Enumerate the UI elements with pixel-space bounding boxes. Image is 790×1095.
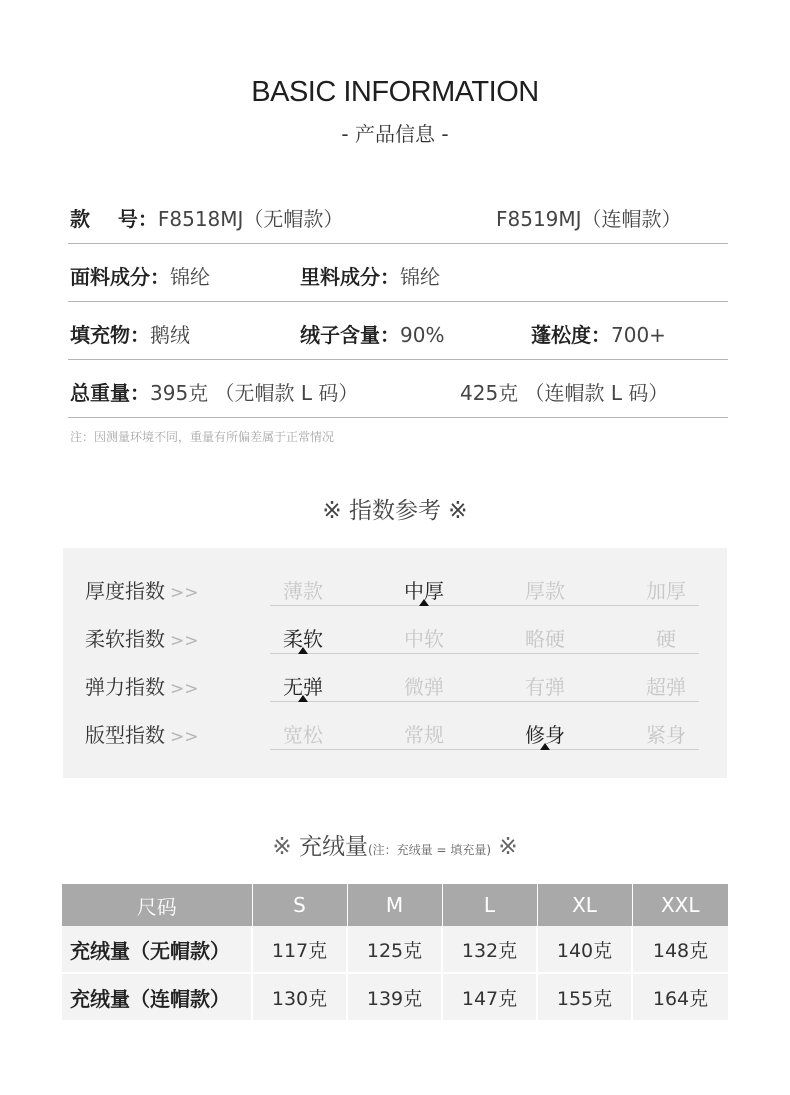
index-row-label	[85, 671, 199, 700]
header-s: S	[252, 884, 347, 926]
header-m: M	[347, 884, 442, 926]
fabric-label: 面料成分：	[70, 265, 170, 289]
index-row-label	[85, 623, 199, 652]
table-cell: 155克	[537, 973, 632, 1021]
fill-power-label: 蓬松度：	[531, 323, 611, 347]
fill-section-mark-left: ※	[272, 834, 292, 860]
index-option: 宽松	[283, 723, 323, 747]
lining-label: 里料成分：	[300, 265, 400, 289]
index-arrow: >>	[170, 727, 199, 747]
index-label-text: 柔软指数	[85, 627, 165, 651]
table-cell: 164克	[632, 973, 728, 1021]
header-size: 尺码	[62, 884, 252, 926]
header-xxl: XXL	[632, 884, 728, 926]
index-option: 有弹	[525, 675, 565, 699]
down-content-label: 绒子含量：	[300, 323, 400, 347]
table-row	[62, 973, 728, 1021]
table-cell: 125克	[347, 926, 442, 973]
index-option: 紧身	[646, 723, 686, 747]
table-cell: 132克	[442, 926, 537, 973]
lining-value: 锦纶	[400, 265, 440, 289]
style-number-value-2	[496, 203, 682, 232]
index-scale-line	[270, 605, 699, 606]
fill-power-value: 700+	[611, 323, 666, 347]
info-row-filling	[68, 301, 728, 360]
index-arrow: >>	[170, 679, 199, 699]
down-fill-table	[62, 884, 728, 1022]
index-option: 加厚	[646, 579, 686, 603]
selected-marker-icon	[540, 743, 550, 750]
index-option: 薄款	[283, 579, 323, 603]
weight-note: 注：因测量环境不同，重量有所偏差属于正常情况	[70, 430, 335, 444]
fill-section-mark-right: ※	[498, 834, 518, 860]
down-content-cell	[300, 319, 444, 348]
index-row-label	[85, 575, 199, 604]
header-l: L	[442, 884, 537, 926]
index-option-selected: 修身	[525, 723, 565, 747]
index-option: 微弹	[404, 675, 444, 699]
index-label-text: 弹力指数	[85, 675, 165, 699]
fill-section-title-text: 充绒量	[298, 834, 368, 860]
table-cell: 148克	[632, 926, 728, 973]
weight-value-1: 395克 （无帽款 L 码）	[150, 381, 359, 405]
index-arrow: >>	[170, 583, 199, 603]
index-section-title: ※ 指数参考 ※	[322, 498, 468, 524]
page-subtitle-cn: - 产品信息 -	[341, 122, 449, 146]
filling-cell	[70, 319, 190, 348]
index-arrow: >>	[170, 631, 199, 651]
index-row-label	[85, 719, 199, 748]
index-scale-line	[270, 653, 699, 654]
selected-marker-icon	[298, 695, 308, 702]
index-option: 略硬	[525, 627, 565, 651]
weight-value-2-cell	[460, 377, 668, 406]
fabric-value: 锦纶	[170, 265, 210, 289]
style-number-cell	[70, 203, 343, 232]
weight-cell	[70, 377, 358, 406]
style-number-value-2-text: F8519MJ（连帽款）	[496, 207, 682, 231]
table-row	[62, 926, 728, 973]
down-content-value: 90%	[400, 323, 445, 347]
index-label-text: 厚度指数	[85, 579, 165, 603]
index-option: 常规	[404, 723, 444, 747]
index-option: 中软	[404, 627, 444, 651]
row-label-no-hood: 充绒量（无帽款）	[62, 926, 252, 973]
page-title-en: BASIC INFORMATION	[251, 76, 539, 108]
index-scale-line	[270, 701, 699, 702]
index-option-selected: 中厚	[404, 579, 444, 603]
header-xl: XL	[537, 884, 632, 926]
table-cell: 147克	[442, 973, 537, 1021]
index-option: 超弹	[646, 675, 686, 699]
fill-section-title	[0, 828, 790, 861]
table-cell: 139克	[347, 973, 442, 1021]
info-row-style-number	[68, 185, 728, 244]
weight-label: 总重量：	[70, 381, 150, 405]
row-label-hooded: 充绒量（连帽款）	[62, 973, 252, 1021]
index-scale-line	[270, 749, 699, 750]
index-label-text: 版型指数	[85, 723, 165, 747]
fill-section-subtitle: (注：充绒量 = 填充量)	[367, 843, 492, 857]
filling-value: 鹅绒	[150, 323, 190, 347]
style-number-value-1: F8518MJ（无帽款）	[157, 207, 344, 231]
index-option: 厚款	[525, 579, 565, 603]
index-option-selected: 无弹	[283, 675, 323, 699]
table-header-row	[62, 884, 728, 926]
style-number-label: 款 号：	[70, 207, 158, 231]
info-row-weight	[68, 359, 728, 418]
table-cell: 140克	[537, 926, 632, 973]
table-cell: 130克	[252, 973, 347, 1021]
selected-marker-icon	[298, 647, 308, 654]
filling-label: 填充物：	[70, 323, 150, 347]
lining-cell	[300, 261, 440, 290]
info-row-material	[68, 243, 728, 302]
fabric-cell	[70, 261, 210, 290]
fill-power-cell	[531, 319, 666, 348]
table-cell: 117克	[252, 926, 347, 973]
weight-value-2: 425克 （连帽款 L 码）	[460, 381, 669, 405]
index-option: 硬	[656, 627, 676, 651]
selected-marker-icon	[419, 599, 429, 606]
index-option-selected: 柔软	[283, 627, 323, 651]
